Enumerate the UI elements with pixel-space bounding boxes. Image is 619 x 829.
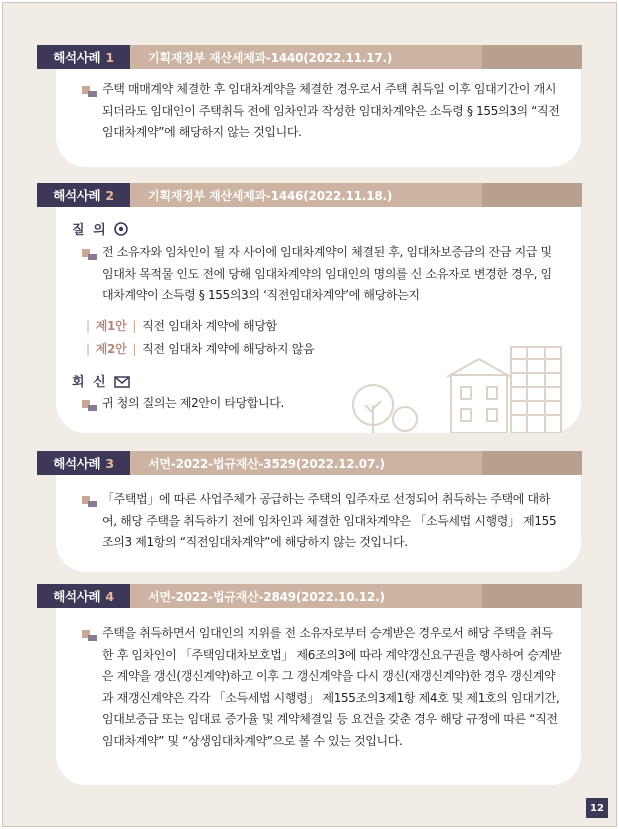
- case-1-header: [37, 45, 582, 69]
- question-icon: [114, 222, 128, 236]
- case-3-reference: 서면-2022-법규재산-3529(2022.12.07.): [130, 451, 482, 475]
- case-2-question: 전 소유자와 임차인이 될 자 사이에 임대차계약이 체결된 후, 임대차보증금의 잔금 지급 및 임대차 목적물 인도 전에 당해 임대차계약의 임대인의 명의를 신 소유자로 변경한 경우, 임대차계약이 소득령 § 155의3의 ‘직전임대차계약’에 해당하는지: [102, 245, 552, 302]
- case-4-reference: 서면-2022-법규재산-2849(2022.10.12.): [130, 584, 482, 608]
- case-1-reference: 기획재정부 재산세제과-1440(2022.11.17.): [130, 45, 482, 69]
- question-label: 질 의: [72, 219, 128, 238]
- building-illustration: [343, 343, 573, 433]
- envelope-icon: [114, 375, 130, 388]
- case-3-header: [37, 451, 582, 475]
- bullet-icon: [82, 86, 98, 98]
- option-2: | 제2안 | 직전 임대차 계약에 해당하지 않음: [86, 342, 315, 356]
- case-3-card: [56, 466, 581, 572]
- case-3-body: 「주택법」에 따른 사업주체가 공급하는 주택의 입주자로 선정되어 취득하는 주택에 대하여, 해당 주택을 취득하기 전에 임차인과 체결한 임대차계약은 「소득세법 시행령」 제155조의3 제1항의 “직전임대차계약”에 해당하지 않는 것입니다.: [102, 492, 557, 549]
- bullet-icon: [82, 496, 98, 508]
- option-1: | 제1안 | 직전 임대차 계약에 해당함: [86, 319, 277, 333]
- case-4-body: 주택을 취득하면서 임대인의 지위를 전 소유자로부터 승계받은 경우로서 해당 주택을 취득한 후 임차인이 「주택임대차보호법」 제6조의3에 따라 계약갱신요구권을 행사하여 승계받은 계약을 갱신(갱신계약)하고 이후 그 갱신계약을 다시 갱신(재갱신계약)한 경우 갱신계약과 재갱신계약은 각각 「소득세법 시행령」 제155조의3제1항 제4호 및 제1호의 임대기간, 임대보증금 또는 임대료 증가율 및 계약체결일 등 요건을 갖춘 경우 해당 규정에 따른 “직전임대차계약” 및 “상생임대차계약”으로 볼 수 있는 것입니다.: [102, 626, 562, 748]
- case-4-tag: 해석사례 4: [37, 584, 130, 608]
- case-1-body: 주택 매매계약 체결한 후 임대차계약을 체결한 경우로서 주택 취득일 이후 임대기간이 개시되더라도 임대인이 주택취득 전에 임차인과 작성한 임대차계약은 소득령 § 155의3의 “직전임대차계약”에 해당하지 않는 것입니다.: [102, 82, 560, 139]
- case-4-header: [37, 584, 582, 608]
- case-2-tag: 해석사례 2: [37, 183, 130, 207]
- page: [2, 2, 617, 827]
- bullet-icon: [82, 630, 98, 642]
- bullet-icon: [82, 249, 98, 261]
- case-1-card: [56, 61, 581, 167]
- case-4-card: [56, 599, 581, 785]
- case-2-reference: 기획재정부 재산세제과-1446(2022.11.18.): [130, 183, 482, 207]
- case-2-card: [56, 199, 581, 433]
- case-3-tag: 해석사례 3: [37, 451, 130, 475]
- case-2-header: [37, 183, 582, 207]
- case-1-tag: 해석사례 1: [37, 45, 130, 69]
- answer-label: 회 신: [72, 371, 130, 390]
- bullet-icon: [82, 400, 98, 412]
- case-2-answer: 귀 청의 질의는 제2안이 타당합니다.: [102, 396, 284, 410]
- page-number: 12: [586, 798, 608, 818]
